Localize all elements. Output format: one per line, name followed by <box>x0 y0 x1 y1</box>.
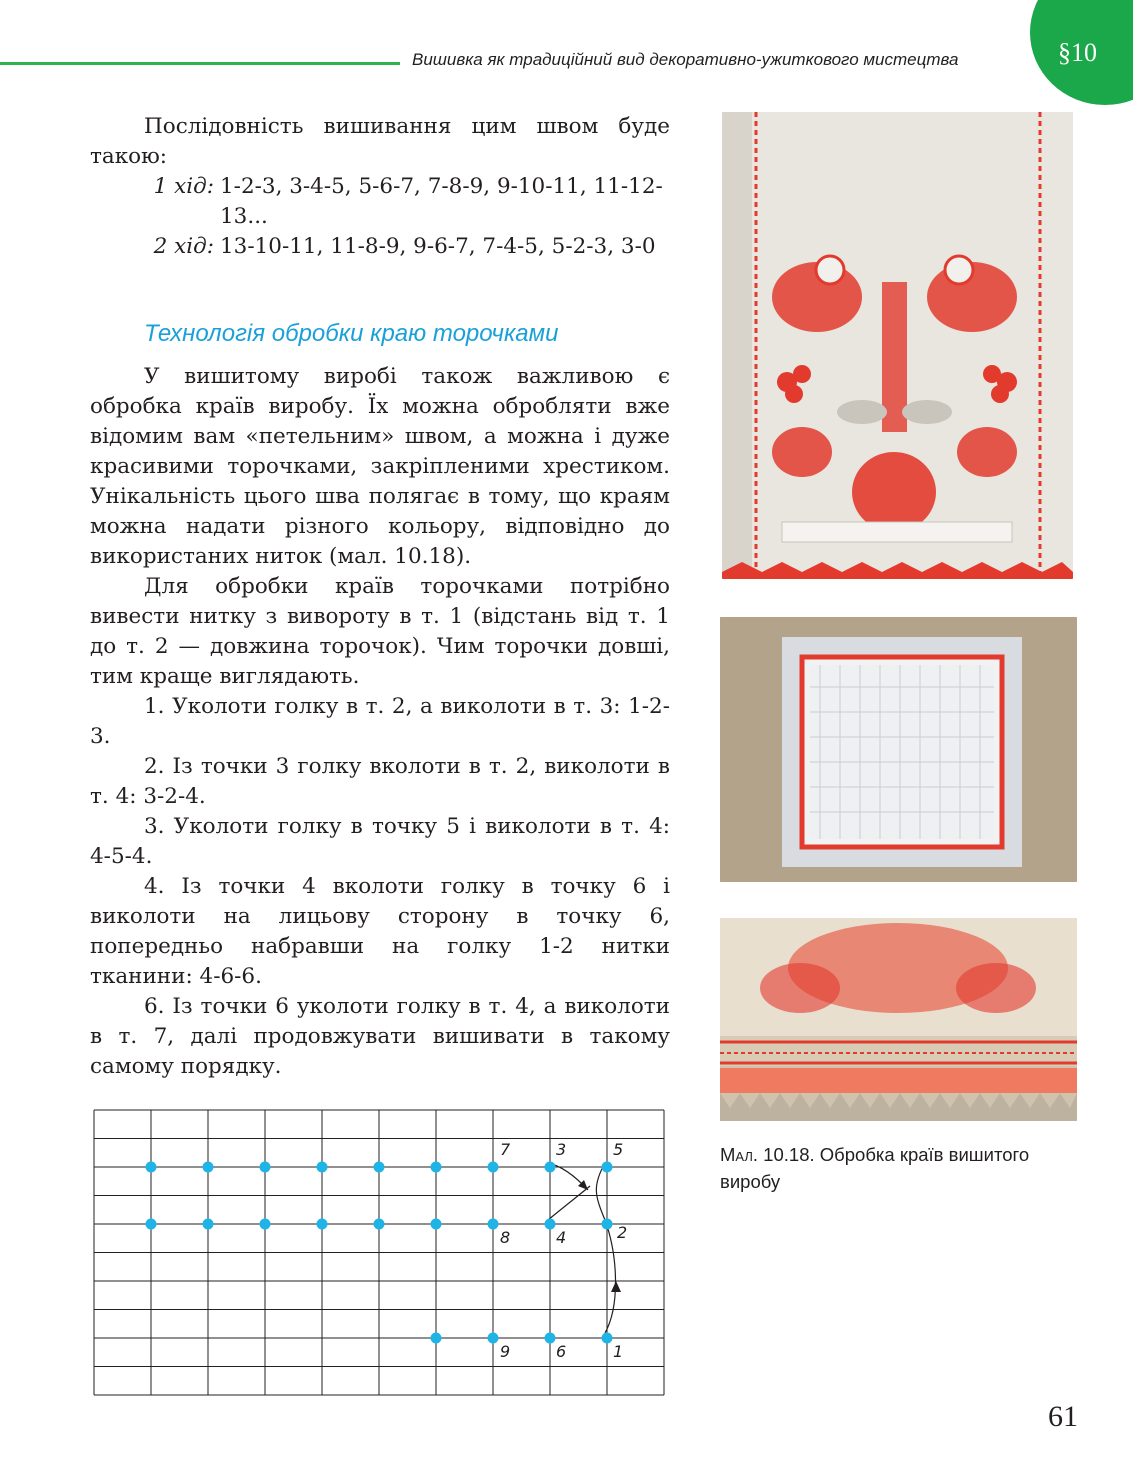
pass-label: 1 хід: <box>153 174 214 199</box>
paragraph: У вишитому виробі також важливою є обробка країв виробу. Їх можна обробляти вже відомим вам «петельним» швом, а можна і дуже красивими торочками, закріпленими хрестиком. Унікальність цього шва полягає в тому, що краям можна надати різного кольору, відповідно до використаних ниток (мал. 10.18). <box>90 364 670 569</box>
stitch-point <box>602 1162 613 1173</box>
stitch-point <box>203 1162 214 1173</box>
photo-floral-towel <box>720 918 1077 1121</box>
point-label-3: 3 <box>556 1140 567 1159</box>
point-label-7: 7 <box>500 1140 511 1159</box>
stitch-point <box>602 1333 613 1344</box>
stitch-point <box>374 1219 385 1230</box>
point-label-2: 2 <box>617 1223 628 1242</box>
pass-label: 2 хід: <box>153 234 214 259</box>
stitch-point <box>317 1219 328 1230</box>
stitch-grid <box>90 1106 665 1396</box>
stitch-point <box>260 1162 271 1173</box>
body-text <box>90 362 670 1082</box>
intro-text: Послідовність вишивання цим швом буде такою: <box>90 114 670 169</box>
paragraph: Для обробки країв торочками потрібно вивести нитку з вивороту в т. 1 (відстань від т. 1 до т. 2 — довжина торочок). Чим торочки довші, тим краще виглядають. <box>90 574 670 689</box>
stitch-point <box>146 1219 157 1230</box>
embroidery-image <box>720 617 1077 882</box>
caption-text: 10.18. Обробка країв вишитого виробу <box>720 1144 1030 1192</box>
step-1: 1. Уколоти голку в т. 2, а виколоти в т. 3: 1-2-3. <box>90 694 670 749</box>
thread-path <box>548 1186 590 1220</box>
pass-sequence: 1-2-3, 3-4-5, 5-6-7, 7-8-9, 9-10-11, 11-12-13... <box>220 174 663 229</box>
pass-row-1 <box>90 172 670 232</box>
section-number: §10 <box>1058 38 1097 67</box>
point-label-1: 1 <box>613 1342 624 1361</box>
running-header: Вишивка як традиційний вид декоративно-ужиткового мистецтва <box>412 50 959 69</box>
stitch-point <box>317 1162 328 1173</box>
arrow-icon <box>611 1281 621 1292</box>
stitch-point <box>431 1162 442 1173</box>
page-number: 61 <box>1048 1400 1078 1433</box>
point-label-5: 5 <box>613 1140 624 1159</box>
thread-path <box>596 1163 605 1220</box>
stitch-point <box>545 1333 556 1344</box>
point-label-9: 9 <box>500 1342 511 1361</box>
point-label-8: 8 <box>500 1228 511 1247</box>
stitch-point <box>431 1333 442 1344</box>
step-6: 6. Із точки 6 уколоти голку в т. 4, а виколоти в т. 7, далі продовжувати вишивати в такому самому порядку. <box>90 994 670 1079</box>
stitch-point <box>146 1162 157 1173</box>
header-rule <box>0 62 400 65</box>
section-subheading: Технологія обробки краю торочками <box>144 320 559 347</box>
stitch-point <box>545 1219 556 1230</box>
stitch-diagram <box>90 1106 665 1396</box>
stitch-point <box>602 1219 613 1230</box>
step-4: 4. Із точки 4 вколоти голку в точку 6 і виколоти на лицьову сторону в точку 6, попередньо набравши на голку 1-2 нитки тканини: 4-6-6. <box>90 874 670 989</box>
point-label-4: 4 <box>556 1228 567 1247</box>
stitch-point <box>488 1162 499 1173</box>
pass-row-2 <box>90 232 670 262</box>
step-3: 3. Уколоти голку в точку 5 і виколоти в т. 4: 4-5-4. <box>90 814 670 869</box>
stitch-point <box>374 1162 385 1173</box>
photo-towel-birds <box>722 112 1073 579</box>
intro-block <box>90 112 670 262</box>
embroidery-image <box>722 112 1073 579</box>
embroidery-image <box>720 918 1077 1121</box>
stitch-point <box>488 1219 499 1230</box>
stitch-point <box>488 1333 499 1344</box>
stitch-point <box>431 1219 442 1230</box>
stitch-point <box>545 1162 556 1173</box>
stitch-point <box>260 1219 271 1230</box>
stitch-point <box>203 1219 214 1230</box>
caption-prefix: Мал. <box>720 1144 759 1165</box>
point-label-6: 6 <box>556 1342 567 1361</box>
pass-sequence: 13-10-11, 11-8-9, 9-6-7, 7-4-5, 5-2-3, 3-0 <box>220 234 656 259</box>
step-2: 2. Із точки 3 голку вколоти в т. 2, виколоти в т. 4: 3-2-4. <box>90 754 670 809</box>
figure-caption <box>720 1141 1080 1195</box>
photo-fringed-napkin <box>720 617 1077 882</box>
